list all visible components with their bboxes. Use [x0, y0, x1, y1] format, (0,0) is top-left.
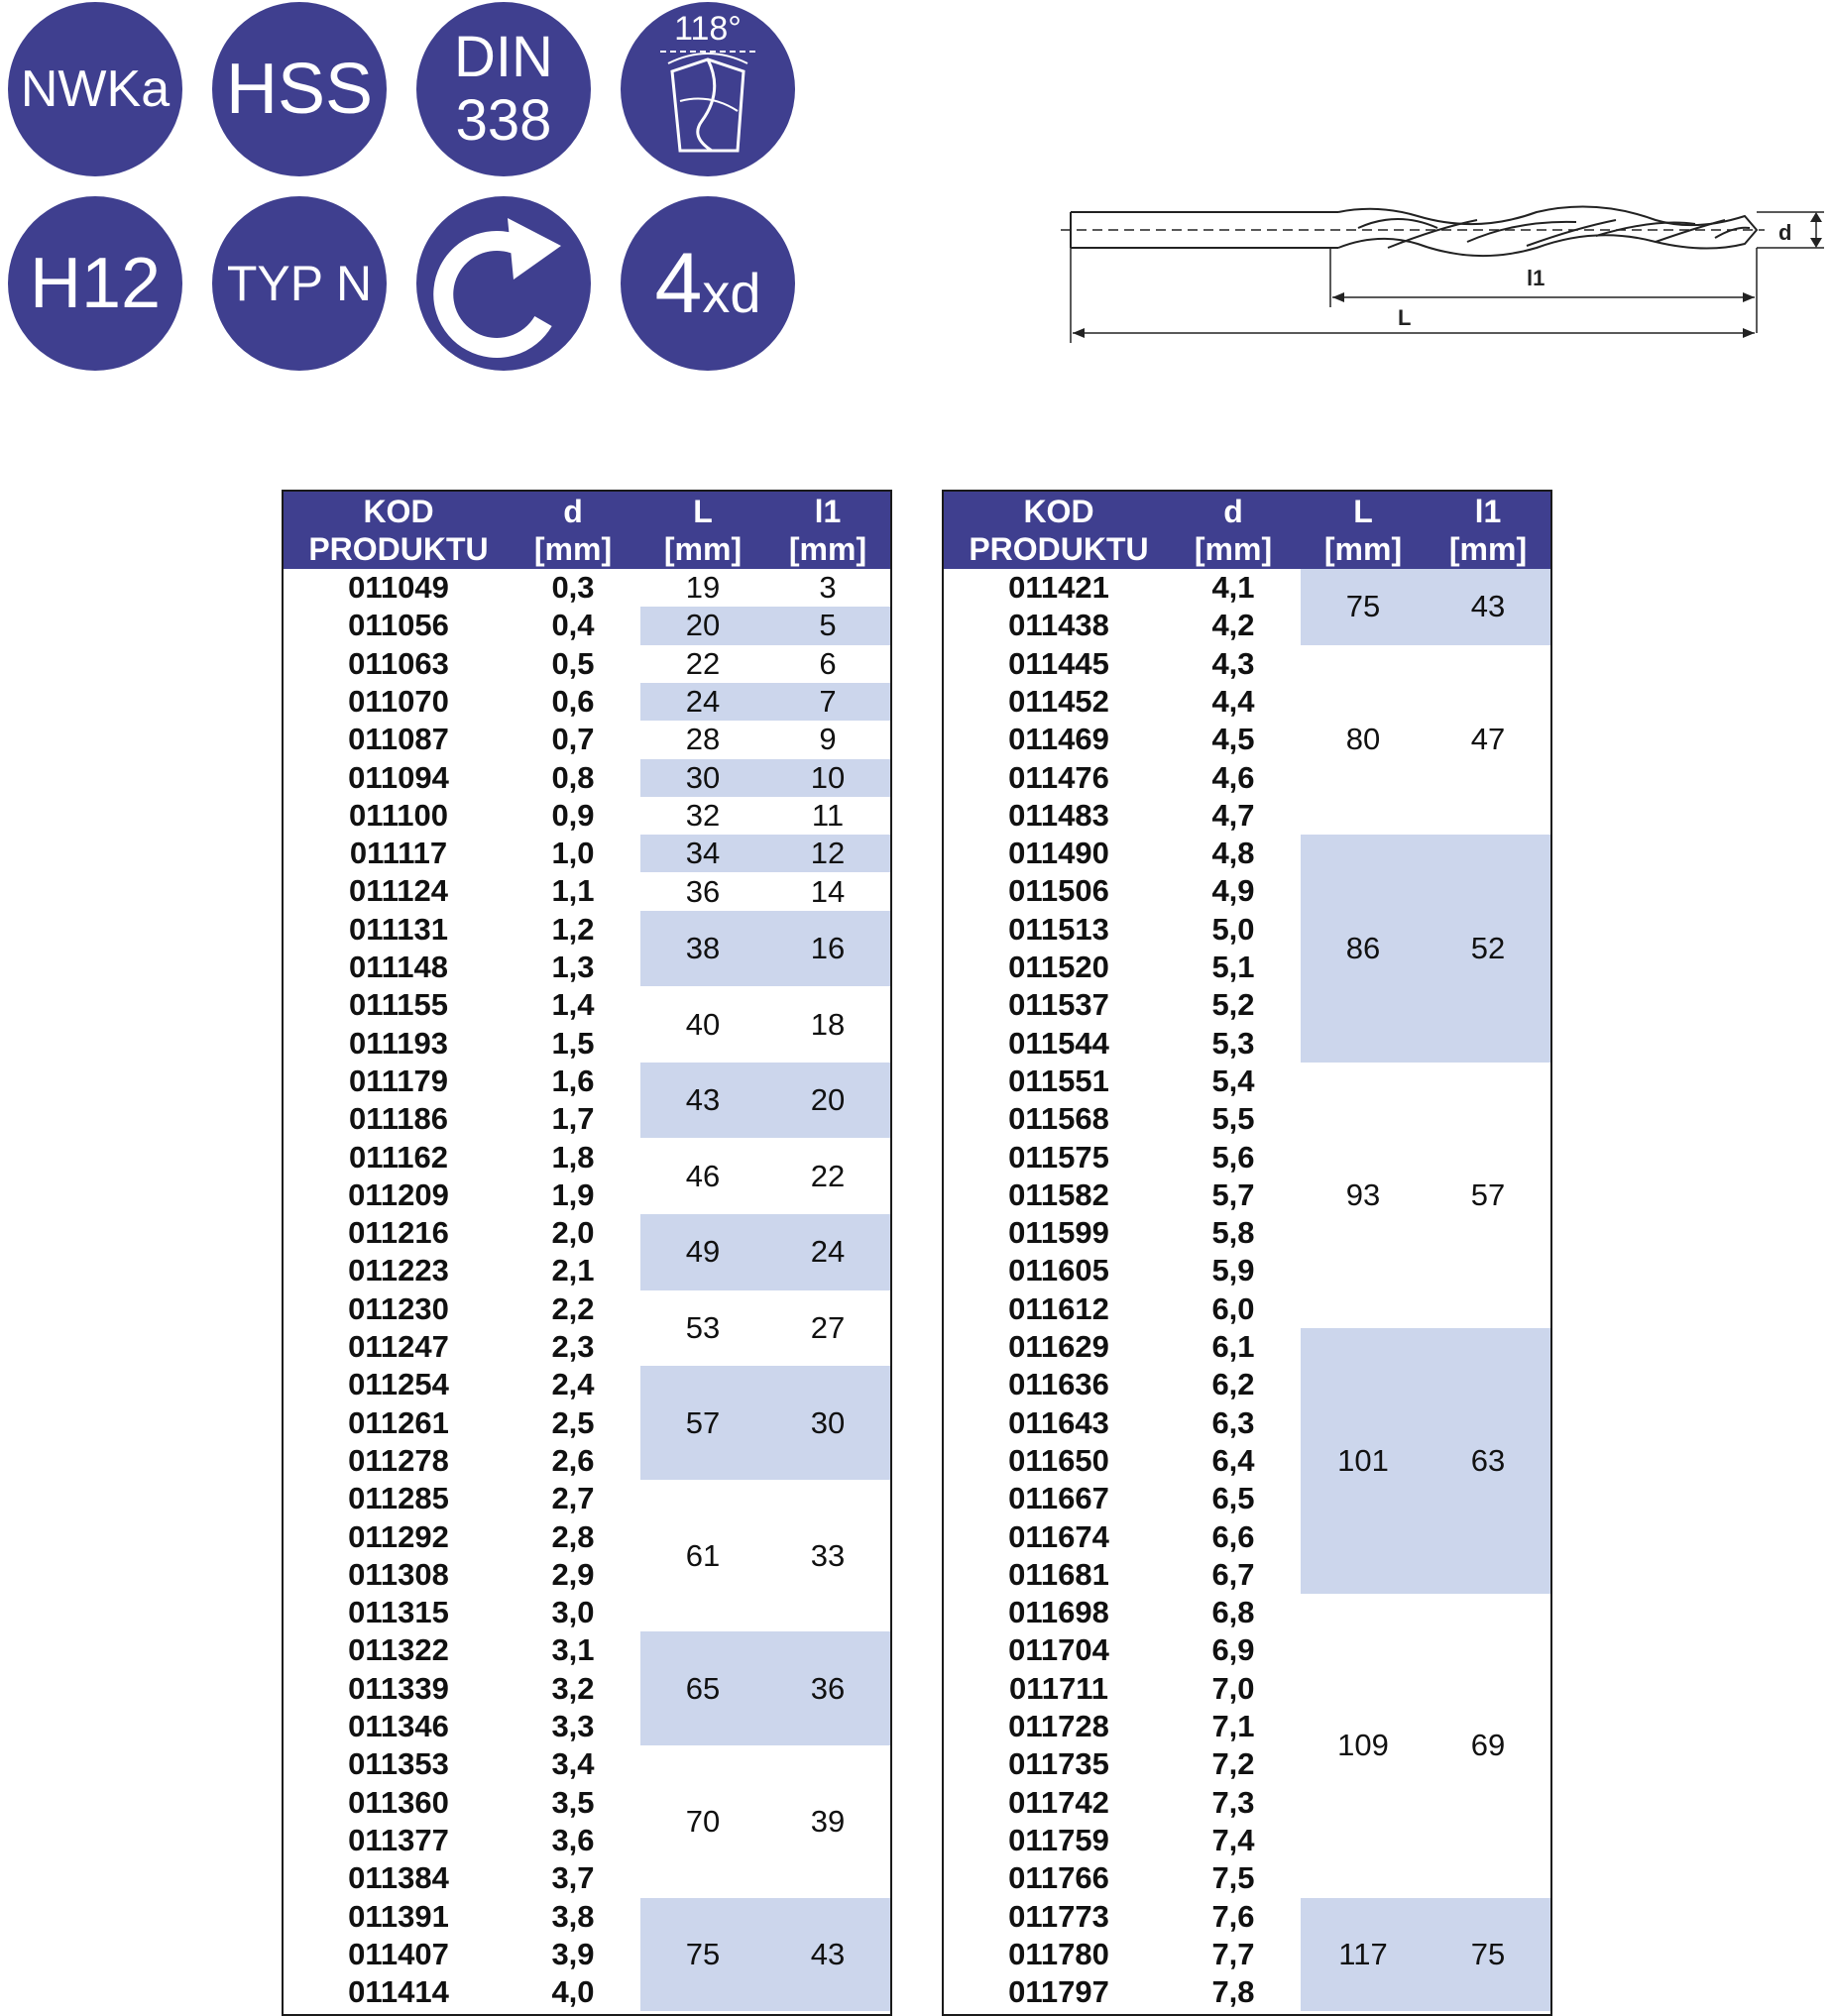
flute-length-cell: 43	[1426, 569, 1550, 645]
flute-length-cell: 24	[765, 1214, 890, 1290]
diameter-cell: 7,4	[1211, 1822, 1255, 1857]
diameter-cell: 7,8	[1211, 1974, 1255, 2010]
header-l1-unit: [mm]	[1448, 531, 1528, 567]
header-d-text: d	[1223, 494, 1243, 529]
diameter-cell: 5,9	[1211, 1253, 1255, 1288]
flute-length-cell: 47	[1470, 722, 1506, 757]
diameter-cell: 1,1	[551, 873, 595, 909]
header-d	[514, 492, 632, 569]
product-code-cell: 011407	[348, 1936, 449, 1971]
diameter-cell: 1,5	[551, 1025, 595, 1061]
product-code-cell: 011643	[1008, 1404, 1109, 1440]
product-code-cell: 011506	[1008, 873, 1109, 909]
diameter-cell: 5,8	[1211, 1215, 1255, 1251]
header-kod-produktu	[944, 492, 1174, 569]
diameter-cell: 4,3	[1211, 645, 1255, 681]
diameter-cell: 6,7	[1211, 1556, 1255, 1592]
length-cell: 38	[640, 911, 765, 987]
diameter-cell: 3,3	[551, 1709, 595, 1743]
flute-length-cell: 75	[1426, 1898, 1550, 2012]
length-cell: 20	[640, 607, 765, 644]
diameter-cell: 3,4	[551, 1746, 595, 1782]
badge-338-text: 338	[455, 88, 552, 153]
product-code-cell: 011629	[1008, 1329, 1109, 1364]
flute-length-cell: 5	[765, 607, 890, 644]
product-code-cell: 011049	[348, 570, 449, 605]
product-code-cell: 011605	[1008, 1253, 1109, 1288]
diameter-cell: 5,5	[1211, 1101, 1255, 1137]
length-cell: 24	[640, 683, 765, 721]
diameter-cell: 2,9	[551, 1556, 595, 1592]
product-code-cell: 011360	[348, 1784, 449, 1820]
product-code-cell: 011544	[1008, 1025, 1109, 1061]
length-cell: 30	[640, 759, 765, 797]
diameter-cell: 7,6	[1211, 1898, 1255, 1934]
diameter-cell: 0,4	[551, 608, 595, 643]
diameter-cell: 1,3	[551, 950, 595, 984]
product-code-cell: 011322	[348, 1632, 449, 1668]
diameter-cell: 7,2	[1211, 1746, 1255, 1782]
diameter-cell: 1,0	[551, 836, 595, 871]
badge-ratio-suffix: xd	[702, 262, 761, 324]
diameter-cell: 3,6	[551, 1822, 595, 1857]
product-code-cell: 011728	[1008, 1709, 1109, 1743]
drill-dimension-diagram	[1061, 198, 1832, 357]
product-code-cell: 011094	[348, 759, 449, 795]
diameter-cell: 3,8	[551, 1898, 595, 1934]
product-code-cell: 011056	[348, 608, 449, 643]
length-cell: 117	[1301, 1898, 1426, 2012]
badge-nwka	[8, 2, 182, 176]
product-code-cell: 011650	[1008, 1442, 1109, 1478]
length-cell: 46	[685, 1158, 721, 1193]
length-cell: 65	[640, 1631, 765, 1745]
product-code-cell: 011452	[1008, 683, 1109, 719]
product-code-cell: 011209	[348, 1176, 449, 1212]
badge-nwka-text: NWKa	[20, 60, 171, 118]
flute-length-cell: 18	[810, 1006, 846, 1042]
length-cell: 93	[1345, 1176, 1381, 1212]
length-cell: 32	[685, 797, 721, 833]
badge-angle-text: 118°	[674, 10, 742, 48]
flute-length-cell: 12	[765, 835, 890, 872]
diameter-cell: 1,8	[551, 1139, 595, 1175]
diameter-cell: 2,3	[551, 1329, 595, 1364]
diameter-cell: 7,1	[1211, 1709, 1255, 1743]
badge-hss-text: HSS	[225, 50, 374, 129]
diameter-cell: 1,7	[551, 1101, 595, 1137]
flute-length-cell: 63	[1426, 1328, 1550, 1594]
badge-din-text: DIN	[454, 25, 553, 89]
diameter-cell: 1,9	[551, 1176, 595, 1212]
diameter-cell: 3,1	[551, 1632, 595, 1668]
length-cell: 80	[1345, 722, 1381, 757]
diameter-cell: 2,2	[551, 1290, 595, 1326]
product-code-cell: 011667	[1008, 1481, 1109, 1516]
flute-length-cell: 36	[765, 1631, 890, 1745]
diameter-cell: 5,3	[1211, 1025, 1255, 1061]
diameter-cell: 7,5	[1211, 1860, 1255, 1896]
length-cell: 28	[685, 722, 721, 757]
product-code-cell: 011797	[1008, 1974, 1109, 2010]
length-cell: 61	[685, 1537, 721, 1573]
badge-rotation	[416, 196, 591, 371]
product-code-cell: 011230	[348, 1290, 449, 1326]
product-code-cell: 011087	[348, 722, 449, 757]
badge-ratio-number: 4	[654, 236, 703, 331]
diameter-cell: 7,3	[1211, 1784, 1255, 1820]
product-code-cell: 011537	[1008, 987, 1109, 1023]
header-d-text: d	[563, 494, 583, 529]
length-cell: 49	[640, 1214, 765, 1290]
header-d-unit: [mm]	[533, 531, 613, 567]
header-L	[640, 492, 765, 569]
product-code-cell: 011292	[348, 1518, 449, 1554]
product-code-cell: 011490	[1008, 836, 1109, 871]
flute-length-cell: 10	[765, 759, 890, 797]
flute-length-cell: 6	[819, 645, 837, 681]
header-l1-unit: [mm]	[788, 531, 867, 567]
diameter-cell: 0,8	[551, 759, 595, 795]
product-code-cell: 011315	[348, 1595, 449, 1630]
badge-h12-text: H12	[29, 244, 162, 323]
table-header	[284, 492, 890, 569]
length-cell: 34	[640, 835, 765, 872]
product-code-cell: 011100	[348, 797, 449, 833]
flute-length-cell: 43	[765, 1898, 890, 2012]
length-cell: 86	[1301, 835, 1426, 1063]
product-code-cell: 011421	[1008, 570, 1109, 605]
header-L-unit: [mm]	[1323, 531, 1403, 567]
product-code-cell: 011186	[348, 1101, 449, 1137]
flute-length-cell: 22	[810, 1158, 846, 1193]
diameter-cell: 1,6	[551, 1063, 595, 1098]
diameter-cell: 0,9	[551, 797, 595, 833]
product-code-cell: 011254	[348, 1367, 449, 1402]
product-table-left	[282, 490, 892, 2016]
flute-length-cell: 52	[1426, 835, 1550, 1063]
diameter-cell: 7,0	[1211, 1670, 1255, 1706]
diameter-cell: 5,0	[1211, 911, 1255, 947]
product-code-cell: 011247	[348, 1329, 449, 1364]
product-code-cell: 011568	[1008, 1101, 1109, 1137]
diameter-cell: 2,4	[551, 1367, 595, 1402]
product-code-cell: 011155	[348, 987, 449, 1023]
diameter-cell: 4,1	[1211, 570, 1255, 605]
diameter-cell: 6,4	[1211, 1442, 1255, 1478]
product-code-cell: 011414	[348, 1974, 449, 2010]
badge-h12	[8, 196, 182, 371]
diameter-cell: 3,5	[551, 1784, 595, 1820]
product-code-cell: 011766	[1008, 1860, 1109, 1896]
product-code-cell: 011148	[348, 950, 449, 984]
product-code-cell: 011285	[348, 1481, 449, 1516]
product-code-cell: 011391	[348, 1898, 449, 1934]
badge-4xd	[621, 196, 795, 371]
diameter-cell: 0,6	[551, 683, 595, 719]
header-L-text: L	[693, 494, 713, 529]
diameter-cell: 6,0	[1211, 1290, 1255, 1326]
flute-length-cell: 3	[819, 570, 837, 606]
product-code-cell: 011681	[1008, 1556, 1109, 1592]
diameter-cell: 3,2	[551, 1670, 595, 1706]
badge-din-338	[416, 2, 591, 176]
diagram-label-d: d	[1778, 220, 1792, 245]
length-cell: 109	[1337, 1728, 1389, 1763]
diameter-cell: 0,5	[551, 645, 595, 681]
diameter-cell: 7,7	[1211, 1936, 1255, 1971]
product-code-cell: 011599	[1008, 1215, 1109, 1251]
diameter-cell: 1,2	[551, 911, 595, 947]
header-l1-text: l1	[1474, 494, 1502, 529]
product-code-cell: 011735	[1008, 1746, 1109, 1782]
product-code-cell: 011117	[349, 836, 448, 871]
badge-hss	[212, 2, 387, 176]
flute-length-cell: 39	[810, 1803, 846, 1839]
product-code-cell: 011476	[1008, 759, 1109, 795]
diameter-cell: 4,5	[1211, 722, 1255, 757]
diameter-cell: 4,9	[1211, 873, 1255, 909]
diameter-cell: 2,7	[551, 1481, 595, 1516]
product-code-cell: 011742	[1008, 1784, 1109, 1820]
length-cell: 57	[640, 1366, 765, 1480]
length-cell: 40	[685, 1006, 721, 1042]
diameter-cell: 1,4	[551, 987, 595, 1023]
badge-point-angle	[621, 2, 795, 176]
diameter-cell: 5,1	[1211, 950, 1255, 984]
diameter-cell: 2,6	[551, 1442, 595, 1478]
header-l1-text: l1	[814, 494, 842, 529]
diameter-cell: 0,3	[551, 570, 595, 605]
flute-length-cell: 27	[810, 1309, 846, 1345]
diameter-cell: 4,6	[1211, 759, 1255, 795]
product-code-cell: 011445	[1008, 645, 1109, 681]
length-cell: 22	[685, 645, 721, 681]
length-cell: 43	[640, 1063, 765, 1139]
product-code-cell: 011384	[348, 1860, 449, 1896]
diameter-cell: 6,1	[1211, 1329, 1255, 1364]
diameter-cell: 4,7	[1211, 797, 1255, 833]
product-code-cell: 011131	[348, 911, 449, 947]
flute-length-cell: 9	[819, 722, 837, 757]
product-code-cell: 011711	[1008, 1670, 1109, 1706]
flute-length-cell: 30	[765, 1366, 890, 1480]
header-produktu-text: PRODUKTU	[308, 531, 489, 567]
diameter-cell: 6,6	[1211, 1518, 1255, 1554]
length-cell: 53	[685, 1309, 721, 1345]
length-cell: 36	[685, 873, 721, 909]
length-cell: 101	[1301, 1328, 1426, 1594]
diameter-cell: 6,3	[1211, 1404, 1255, 1440]
diameter-cell: 6,8	[1211, 1595, 1255, 1630]
product-code-cell: 011674	[1008, 1518, 1109, 1554]
product-code-cell: 011780	[1008, 1936, 1109, 1971]
diameter-cell: 6,9	[1211, 1632, 1255, 1668]
flute-length-cell: 33	[810, 1537, 846, 1573]
product-code-cell: 011636	[1008, 1367, 1109, 1402]
product-code-cell: 011483	[1008, 797, 1109, 833]
flute-length-cell: 7	[765, 683, 890, 721]
product-code-cell: 011551	[1008, 1063, 1109, 1098]
diameter-cell: 3,7	[551, 1860, 595, 1896]
product-code-cell: 011193	[348, 1025, 449, 1061]
product-code-cell: 011124	[348, 873, 449, 909]
diameter-cell: 0,7	[551, 722, 595, 757]
header-d	[1174, 492, 1293, 569]
table-header	[944, 492, 1550, 569]
product-code-cell: 011377	[348, 1822, 449, 1857]
product-code-cell: 011063	[348, 645, 449, 681]
diagram-label-l1: l1	[1527, 266, 1546, 290]
product-code-cell: 011261	[348, 1404, 449, 1440]
product-code-cell: 011223	[348, 1253, 449, 1288]
header-l1	[765, 492, 890, 569]
product-code-cell: 011216	[348, 1215, 449, 1251]
diameter-cell: 4,2	[1211, 608, 1255, 643]
diagram-label-L: L	[1398, 305, 1412, 330]
product-code-cell: 011582	[1008, 1176, 1109, 1212]
product-code-cell: 011759	[1008, 1822, 1109, 1857]
flute-length-cell: 11	[811, 797, 845, 833]
badge-typ-n-text: TYP N	[226, 256, 373, 311]
clockwise-arrow-icon	[416, 196, 591, 371]
product-code-cell: 011704	[1008, 1632, 1109, 1668]
product-code-cell: 011162	[348, 1139, 449, 1175]
diameter-cell: 6,2	[1211, 1367, 1255, 1402]
product-code-cell: 011346	[348, 1709, 449, 1743]
product-code-cell: 011520	[1008, 950, 1109, 984]
diameter-cell: 6,5	[1211, 1481, 1255, 1516]
length-cell: 19	[685, 570, 721, 606]
diameter-cell: 5,2	[1211, 987, 1255, 1023]
product-table-right	[942, 490, 1552, 2016]
diameter-cell: 2,5	[551, 1404, 595, 1440]
product-code-cell: 011773	[1008, 1898, 1109, 1934]
product-code-cell: 011575	[1008, 1139, 1109, 1175]
diameter-cell: 4,8	[1211, 836, 1255, 871]
diameter-cell: 5,7	[1211, 1176, 1255, 1212]
flute-length-cell: 14	[810, 873, 846, 909]
diameter-cell: 2,8	[551, 1518, 595, 1554]
diameter-cell: 4,4	[1211, 683, 1255, 719]
header-L-text: L	[1353, 494, 1373, 529]
header-l1	[1426, 492, 1550, 569]
diameter-cell: 2,1	[551, 1253, 595, 1288]
header-L	[1301, 492, 1426, 569]
badge-typ-n	[212, 196, 387, 371]
product-code-cell: 011179	[348, 1063, 449, 1098]
length-cell: 70	[685, 1803, 721, 1839]
flute-length-cell: 69	[1470, 1728, 1506, 1763]
flute-length-cell: 16	[765, 911, 890, 987]
header-d-unit: [mm]	[1194, 531, 1273, 567]
product-code-cell: 011278	[348, 1442, 449, 1478]
product-code-cell: 011513	[1008, 911, 1109, 947]
header-produktu-text: PRODUKTU	[969, 531, 1149, 567]
product-code-cell: 011353	[348, 1746, 449, 1782]
flute-length-cell: 20	[765, 1063, 890, 1139]
length-cell: 75	[1301, 569, 1426, 645]
header-kod-text: KOD	[363, 494, 434, 529]
product-code-cell: 011438	[1008, 608, 1109, 643]
diameter-cell: 3,0	[551, 1595, 595, 1630]
diameter-cell: 2,0	[551, 1215, 595, 1251]
diameter-cell: 5,6	[1211, 1139, 1255, 1175]
length-cell: 75	[640, 1898, 765, 2012]
flute-length-cell: 57	[1470, 1176, 1506, 1212]
header-kod-produktu	[284, 492, 514, 569]
product-code-cell: 011698	[1008, 1595, 1109, 1630]
diameter-cell: 4,0	[551, 1974, 595, 2010]
diameter-cell: 5,4	[1211, 1063, 1255, 1098]
product-code-cell: 011469	[1008, 722, 1109, 757]
header-L-unit: [mm]	[663, 531, 743, 567]
product-code-cell: 011339	[348, 1670, 449, 1706]
diameter-cell: 3,9	[551, 1936, 595, 1971]
product-code-cell: 011070	[348, 683, 449, 719]
product-code-cell: 011308	[348, 1556, 449, 1592]
header-kod-text: KOD	[1023, 494, 1094, 529]
product-code-cell: 011612	[1008, 1290, 1109, 1326]
